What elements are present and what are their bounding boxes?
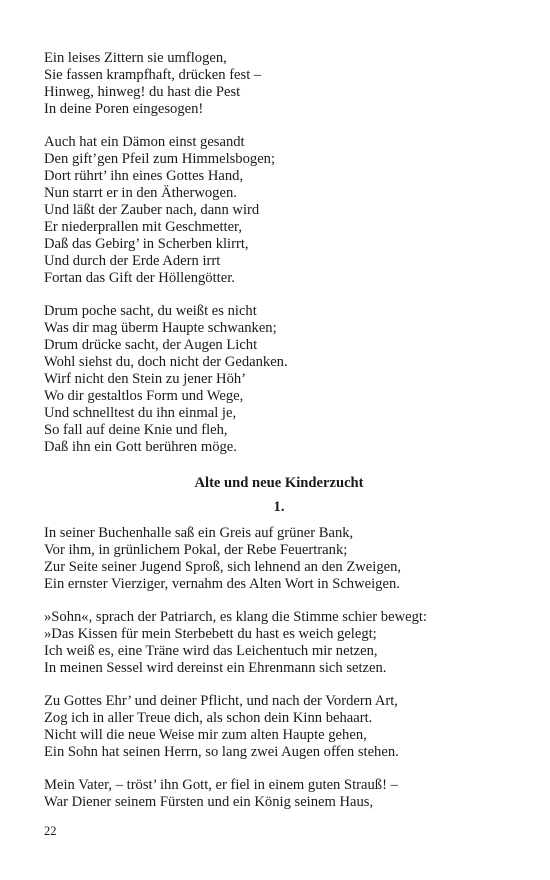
verse-line: Nicht will die neue Weise mir zum alten Haupte gehen, [44, 727, 367, 743]
verse-line: In seiner Buchenhalle saß ein Greis auf grüner Bank, [44, 525, 354, 541]
verse-line: In meinen Sessel wird dereinst ein Ehrenmann sich setzen. [44, 660, 387, 676]
verse-line: Hinweg, hinweg! du hast die Pest [44, 84, 241, 100]
page-number: 22 [44, 824, 57, 838]
verse-line: »Das Kissen für mein Sterbebett du hast es weich gelegt; [44, 626, 377, 642]
verse-line: »Sohn«, sprach der Patriarch, es klang die Stimme schier bewegt: [44, 609, 427, 625]
verse-line: Zur Seite seiner Jugend Sproß, sich lehnend an den Zweigen, [44, 559, 402, 575]
verse-line: Vor ihm, in grünlichem Pokal, der Rebe Feuertrank; [44, 542, 348, 558]
verse-line: Er niederprallen mit Geschmetter, [44, 219, 242, 235]
verse-line: Nun starrt er in den Ätherwogen. [44, 185, 237, 201]
verse-line: Wo dir gestaltlos Form und Wege, [44, 388, 244, 404]
poem2-stanza-2 [44, 609, 514, 677]
verse-line: Drum poche sacht, du weißt es nicht [44, 303, 257, 319]
verse-line: So fall auf deine Knie und fleh, [44, 422, 228, 438]
verse-line: Daß ihn ein Gott berühren möge. [44, 439, 237, 455]
verse-line: Fortan das Gift der Höllengötter. [44, 270, 235, 286]
verse-line: Daß das Gebirg’ in Scherben klirrt, [44, 236, 249, 252]
verse-line: Den gift’gen Pfeil zum Himmelsbogen; [44, 151, 276, 167]
verse-line: Sie fassen krampfhaft, drücken fest – [44, 67, 262, 83]
verse-line: Und schnelltest du ihn einmal je, [44, 405, 237, 421]
poem2-stanza-3 [44, 693, 514, 761]
verse-line: Wohl siehst du, doch nicht der Gedanken. [44, 354, 288, 370]
verse-line: Ich weiß es, eine Träne wird das Leichentuch mir netzen, [44, 643, 378, 659]
verse-line: Dort rührt’ ihn eines Gottes Hand, [44, 168, 244, 184]
verse-line: Drum drücke sacht, der Augen Licht [44, 337, 258, 353]
verse-line: Was dir mag überm Haupte schwanken; [44, 320, 277, 336]
verse-line: War Diener seinem Fürsten und ein König seinem Haus, [44, 794, 374, 810]
verse-line: Und durch der Erde Adern irrt [44, 253, 221, 269]
section-number: 1. [273, 499, 285, 515]
poem2-stanza-4 [44, 777, 514, 811]
verse-line: Und läßt der Zauber nach, dann wird [44, 202, 260, 218]
verse-line: Zog ich in aller Treue dich, als schon dein Kinn behaart. [44, 710, 373, 726]
poem1-stanza-3 [44, 303, 514, 456]
poem-title: Alte und neue Kinderzucht [194, 475, 364, 491]
verse-line: Ein ernster Vierziger, vernahm des Alten Wort in Schweigen. [44, 576, 400, 592]
verse-line: Auch hat ein Dämon einst gesandt [44, 134, 245, 150]
page-text [44, 50, 514, 827]
verse-line: Zu Gottes Ehr’ und deiner Pflicht, und nach der Vordern Art, [44, 693, 398, 709]
verse-line: Wirf nicht den Stein zu jener Höh’ [44, 371, 247, 387]
verse-line: Ein leises Zittern sie umflogen, [44, 50, 227, 66]
poem2-stanza-1 [44, 525, 514, 593]
verse-line: Ein Sohn hat seinen Herrn, so lang zwei Augen offen stehen. [44, 744, 399, 760]
poem1-stanza-1 [44, 50, 514, 118]
poem1-stanza-2 [44, 134, 514, 287]
verse-line: Mein Vater, – tröst’ ihn Gott, er fiel in einem guten Strauß! – [44, 777, 398, 793]
verse-line: In deine Poren eingesogen! [44, 101, 204, 117]
